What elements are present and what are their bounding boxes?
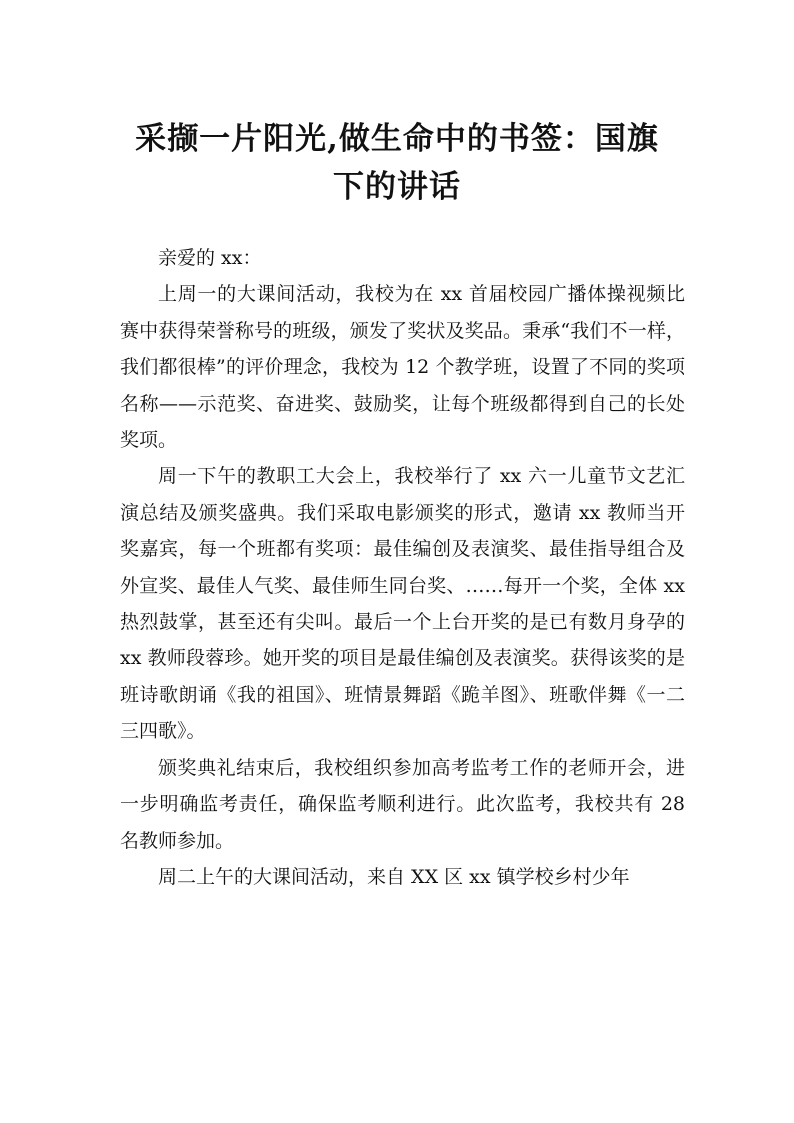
body-paragraph: 周一下午的教职工大会上，我校举行了 xx 六一儿童节文艺汇演总结及颁奖盛典。我们采取电影颁奖的形式，邀请 xx 教师当开奖嘉宾，每一个班都有奖项：最佳编创及表演奖、最佳指导组合及外宣奖、最佳人气奖、最佳师生同台奖、……每开一个奖，全体 xx 热烈鼓掌，甚至还有尖叫。最后一个上台开奖的是已有数月身孕的 xx 教师段蓉珍。她开奖的项目是最佳编创及表演奖。获得该奖的是班诗歌朗诵《我的祖国》、班情景舞蹈《跪羊图》、班歌伴舞《一二三四歌》。: [120, 465, 685, 743]
title-line-2: 下的讲话: [333, 168, 461, 205]
body-paragraph: 上周一的大课间活动，我校为在 xx 首届校园广播体操视频比赛中获得荣誉称号的班级，颁发了奖状及奖品。秉承“我们不一样，我们都很棒”的评价理念，我校为 12 个教学班，设置了不同的奖项名称——示范奖、奋进奖、鼓励奖，让每个班级都得到自己的长处奖项。: [120, 283, 685, 452]
body-paragraph: 颁奖典礼结束后，我校组织参加高考监考工作的老师开会，进一步明确监考责任，确保监考顺利进行。此次监考，我校共有 28 名教师参加。: [120, 756, 685, 852]
document-body: [120, 240, 685, 895]
body-paragraph: 周二上午的大课间活动，来自 XX 区 xx 镇学校乡村少年: [158, 865, 630, 888]
document-title: [120, 115, 674, 211]
greeting-paragraph: 亲爱的 xx：: [158, 247, 262, 269]
title-line-1: 采撷一片阳光,做生命中的书签：国旗: [135, 120, 659, 157]
